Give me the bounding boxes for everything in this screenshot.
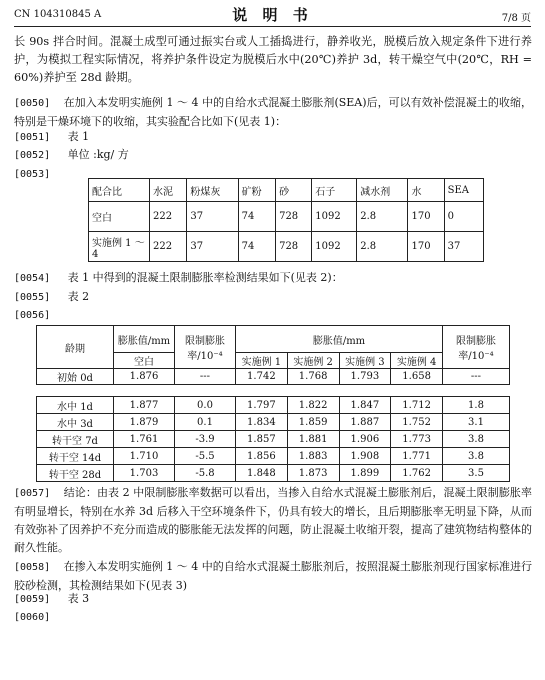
table-cell: 1.879 [114,414,175,431]
table-header-cell: 矿粉 [238,179,275,202]
table-cell: 1.848 [236,465,288,482]
table-cell: 2.8 [357,202,408,232]
table-cell: 1.773 [391,431,443,448]
table-cell: 1.710 [114,448,175,465]
paragraph-0054 [14,270,343,287]
table-header-cell: 配合比 [89,179,150,202]
table-header-cell: 粉煤灰 [187,179,238,202]
paragraph-text: 表 1 中得到的混凝土限制膨胀率检测结果如下(见表 2)： [67,271,343,284]
table-header-cell: 石子 [312,179,357,202]
table-cell: 1092 [312,202,357,232]
paragraph-tag: [0060] [14,612,51,623]
table-cell: 1.761 [114,431,175,448]
table-cell: 转干空 14d [37,448,114,465]
table-cell: 37 [187,232,238,262]
paragraph-tag: [0052] [14,150,51,161]
table-header-row [89,179,484,202]
paragraph-tag: [0059] [14,594,51,605]
paragraph-text: 表 1 [67,130,90,143]
page-title: 说 明 书 [232,6,313,24]
paragraph-tag: [0058] [14,562,51,573]
table-cell: 1.742 [236,369,288,385]
paragraph-text: 结论：由表 2 中限制膨胀率数据可以看出，当掺入自给水式混凝土膨胀剂后，混凝土限制膨胀率有明显增长，特别在水养 3d 后移入干空环境条件下，仍具有较大的增长，且后期膨胀率无明显下降，从而有效弥补了因养护不充分而造成的膨胀能无法发挥的问题，防止混凝土收缩开裂，提高了建筑物结构整体的耐久性能。 [14,486,532,554]
paragraph-0058 [14,558,532,594]
table-cell: 1.703 [114,465,175,482]
table-header-cell: 实施例 1 [236,353,288,369]
paragraph-0051 [14,129,89,146]
header-rule [14,26,531,27]
table-cell: 1.877 [114,397,175,414]
table-cell: 74 [238,202,275,232]
paragraph-0057 [14,484,532,556]
table-cell: 1.881 [287,431,339,448]
table-cell: 水中 3d [37,414,114,431]
paragraph-tag: [0056] [14,310,51,321]
table-header-cell: 膨胀值/mm [114,326,175,353]
table-row [37,397,510,414]
table-row [89,232,484,262]
table-header-cell: 砂 [276,179,312,202]
table-row [89,202,484,232]
table-cell: 37 [444,232,483,262]
table-cell: 170 [408,232,444,262]
paragraph-0055 [14,289,89,306]
table-cell: 1.768 [287,369,339,385]
table-cell: 实施例 1 ～ 4 [89,232,150,262]
table-cell: --- [175,369,236,385]
table-cell: 转干空 7d [37,431,114,448]
paragraph-text: 表 3 [67,592,90,605]
table-cell: 初始 0d [37,369,114,385]
table-row [37,431,510,448]
table-cell: 0.0 [175,397,236,414]
table-cell: 1.847 [339,397,391,414]
patent-number: CN 104310845 A [14,9,102,20]
table-cell: 1.906 [339,431,391,448]
paragraph-tag: [0055] [14,292,51,303]
table-cell: 0 [444,202,483,232]
table-header-cell: 实施例 4 [391,353,443,369]
table-cell: 1.883 [287,448,339,465]
table-2-body [36,396,510,482]
table-row [37,448,510,465]
table-header-cell: SEA [444,179,483,202]
table-cell: 1.876 [114,369,175,385]
table-cell: 1.712 [391,397,443,414]
table-cell: 1.899 [339,465,391,482]
table-cell: 1.8 [443,397,510,414]
intro-paragraph: 长 90s 拌合时间。混凝土成型可通过振实台或人工插捣进行，静养收光，脱模后放入规定条件下进行养护，为模拟工程实际情况，将养护条件设定为脱模后水中(20℃)养护 3d，转干燥空气中(20℃，RH = 60%)养护至 28d 龄期。 [14,35,532,84]
paragraph-0050 [14,94,532,130]
table-header-row [37,326,510,353]
table-cell: 728 [276,232,312,262]
table-cell: -5.5 [175,448,236,465]
table-cell: -5.8 [175,465,236,482]
table-header-cell: 水 [408,179,444,202]
table-cell: 1.859 [287,414,339,431]
table-cell: 1.856 [236,448,288,465]
table-cell: 728 [276,202,312,232]
table-cell: 1.658 [391,369,443,385]
table-cell: 1.908 [339,448,391,465]
paragraph-text: 表 2 [67,290,90,303]
table-header-cell: 膨胀值/mm [236,326,443,353]
paragraph-0056 [14,307,50,324]
paragraph-0053 [14,166,50,183]
table-header-cell: 龄期 [37,326,114,369]
table-1 [88,178,484,262]
table-cell: 1.752 [391,414,443,431]
table-cell: 222 [150,232,187,262]
table-cell: 1.873 [287,465,339,482]
paragraph-text: 在加入本发明实施例 1 ～ 4 中的自给水式混凝土膨胀剂(SEA)后，可以有效补偿混凝土的收缩，特别是干燥环境下的收缩，其实验配合比如下(见表 1)： [14,96,532,128]
table-header-cell: 实施例 3 [339,353,391,369]
table-cell: 3.8 [443,448,510,465]
paragraph-0059 [14,591,89,608]
table-cell: 1092 [312,232,357,262]
table-cell: 水中 1d [37,397,114,414]
table-cell: 2.8 [357,232,408,262]
paragraph-tag: [0051] [14,132,51,143]
table-cell: 1.834 [236,414,288,431]
table-cell: 1.771 [391,448,443,465]
table-header-cell: 减水剂 [357,179,408,202]
paragraph-0060 [14,609,50,626]
table-cell: 170 [408,202,444,232]
table-cell: 1.887 [339,414,391,431]
paragraph-text: 单位 :kg/ 方 [67,148,129,161]
table-header-cell: 空白 [114,353,175,369]
table-row [37,414,510,431]
table-header-cell: 实施例 2 [287,353,339,369]
page-number: 7/8 页 [501,13,531,24]
table-cell: 3.1 [443,414,510,431]
table-cell: 空白 [89,202,150,232]
paragraph-0052 [14,147,129,164]
table-row [37,369,510,385]
table-cell: 3.8 [443,431,510,448]
table-cell: 37 [187,202,238,232]
table-cell: 转干空 28d [37,465,114,482]
table-cell: -3.9 [175,431,236,448]
table-cell: --- [443,369,510,385]
table-2-head [36,325,510,385]
table-cell: 1.797 [236,397,288,414]
paragraph-tag: [0053] [14,169,51,180]
paragraph-tag: [0054] [14,273,51,284]
table-cell: 1.857 [236,431,288,448]
table-header-cell: 水泥 [150,179,187,202]
table-cell: 1.793 [339,369,391,385]
paragraph-tag: [0050] [14,98,51,109]
table-cell: 74 [238,232,275,262]
table-cell: 1.762 [391,465,443,482]
table-cell: 0.1 [175,414,236,431]
table-cell: 1.822 [287,397,339,414]
paragraph-text: 在掺入本发明实施例 1 ～ 4 中的自给水式混凝土膨胀剂后，按照混凝土膨胀剂现行国家标准进行胶砂检测，其检测结果如下(见表 3) [14,560,533,592]
table-cell: 222 [150,202,187,232]
table-header-cell: 限制膨胀率/10⁻⁴ [175,326,236,369]
paragraph-tag: [0057] [14,488,51,499]
table-row [37,465,510,482]
table-header-cell: 限制膨胀率/10⁻⁴ [443,326,510,369]
table-cell: 3.5 [443,465,510,482]
